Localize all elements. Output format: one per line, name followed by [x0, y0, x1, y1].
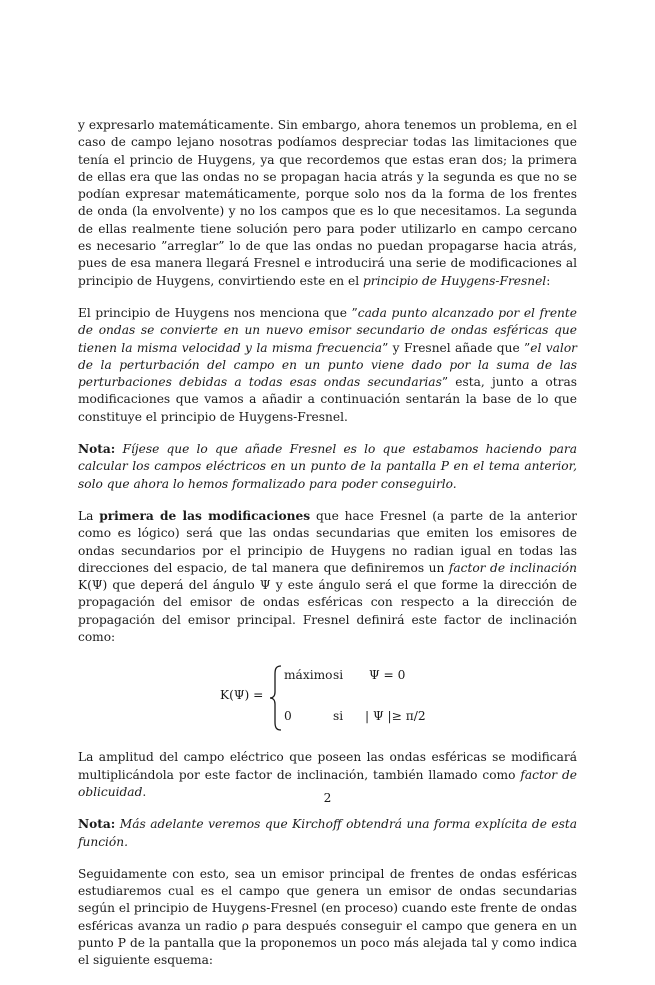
- equation-inclination-factor: [78, 661, 577, 737]
- page-number: 2: [323, 791, 332, 805]
- note-label: Nota:: [78, 442, 116, 457]
- term-obliquity-factor: factor de oblicuidad: [78, 767, 578, 799]
- term-huygens-fresnel: principio de Huygens-Fresnel: [363, 273, 547, 288]
- case1-si: si: [333, 668, 344, 683]
- paragraph-intro: y expresarlo matemáticamente. Sin embargo, ahora tenemos un problema, en el caso de campo lejano nosotras podíamos despreciar todas las limitaciones que tenía el princio de Huygens, ya que recordemos que estas eran dos; la primera de ellas era que las ondas no se propagan hacia atrás y la segunda es que no se podían expresar matemáticamente, porque solo nos da la forma de los frentes de onda (la envolvente) y no los campos que es lo que necesitamos. La segunda de ellas realmente tiene solución pero para poder utilizarlo en campo cercano es necesario ”arreglar” lo de que las ondas no puedan propagarse hacia atrás, pues de esa manera llegará Fresnel e introducirá una serie de modificaciones al principio de Huygens, convirtiendo este en el principio de Huygens-Fresnel:: [78, 118, 577, 288]
- paragraph-next-steps: Seguidamente con esto, sea un emisor principal de frentes de ondas esféricas estudiaremos cual es el campo que genera un emisor de ondas secundarias según el principio de Huygens-Fresnel (en proceso) cuando este frente de ondas esféricas avanza un radio ρ para después conseguir el campo que genera en un punto P de la pantalla que la proponemos un poco más alejada tal y como indica el siguiente esquema:: [78, 866, 577, 968]
- note-text: Más adelante veremos que Kirchoff obtendrá una forma explícita de esta función.: [78, 817, 578, 849]
- paragraph-huygens-principle: El principio de Huygens nos menciona que ”cada punto alcanzado por el frente de ondas se convierte en un nuevo emisor secundario de ondas esféricas que tienen la misma velocidad y la misma frecuencia” y Fresnel añade que ”el valor de la perturbación del campo en un punto viene dado por la suma de las perturbaciones debidas a todas esas ondas secundarias” esta, junto a otras modificaciones que vamos a añadir a continuación sentarán la base de lo que constituye el principio de Huygens-Fresnel.: [78, 305, 578, 424]
- body-text: [78, 117, 577, 985]
- case1-value: máximo: [284, 668, 333, 683]
- case1-condition: Ψ = 0: [369, 668, 406, 683]
- note-text: Fíjese que lo que añade Fresnel es lo que estabamos haciendo para calcular los campos eléctricos en un punto de la pantalla P en el tema anterior, solo que ahora lo hemos formalizado para poder conseguirlo.: [78, 442, 577, 491]
- note-one: [78, 441, 577, 493]
- note-two: [78, 816, 577, 851]
- paragraph-first-modification: La primera de las modificaciones que hace Fresnel (a parte de la anterior como es lógico) será que las ondas secundarias que emiten los emisores de ondas secundarios por el principio de Huygens no radian igual en todas las direcciones del espacio, de tal manera que definiremos un factor de inclinación K(Ψ) que deperá del ángulo Ψ y este ángulo será el que forme la dirección de propagación del emisor de ondas esféricas con respecto a la dirección de propagación del emisor principal. Fresnel definirá este factor de inclinación como:: [78, 508, 577, 645]
- equation-lhs: K(Ψ) =: [220, 688, 264, 703]
- paragraph-amplitude: La amplitud del campo eléctrico que poseen las ondas esféricas se modificará multiplicándola por este factor de inclinación, también llamado como factor de oblicuidad.: [78, 750, 578, 799]
- case2-si: si: [333, 709, 344, 724]
- quote-fresnel: el valor de la perturbación del campo en un punto viene dado por la suma de las perturbaciones debidas a todas esas ondas secundarias: [78, 340, 577, 390]
- case2-value: 0: [284, 709, 292, 724]
- bold-first-modification: primera de las modificaciones: [99, 508, 311, 523]
- note-label: Nota:: [78, 817, 116, 832]
- left-brace-icon: [269, 665, 283, 731]
- term-inclination-factor: factor de inclinación: [448, 560, 577, 575]
- case2-condition: | Ψ |≥ π/2: [365, 709, 426, 724]
- quote-huygens: cada punto alcanzado por el frente de ondas se convierte en un nuevo emisor secundario de ondas esféricas que tienen la misma velocidad y la misma frecuencia: [78, 305, 578, 355]
